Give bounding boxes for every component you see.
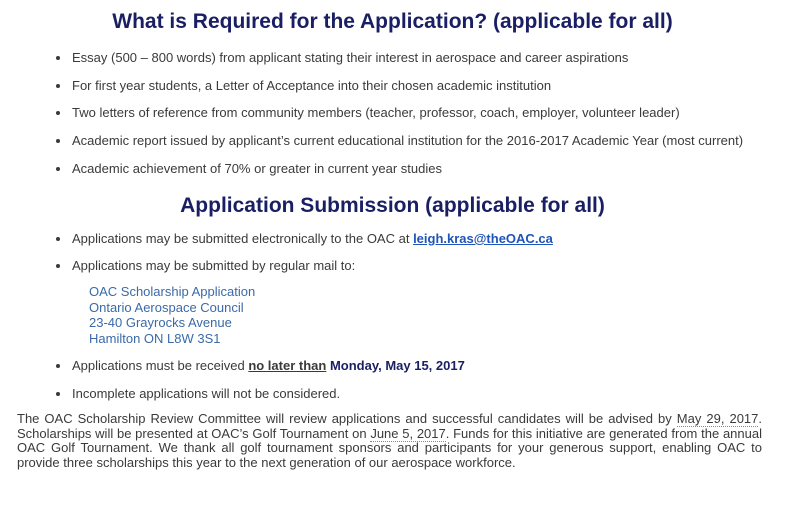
bullet-icon [56, 56, 60, 60]
requirement-references: Two letters of reference from community members (teacher, professor, coach, employer, volunteer leader) [72, 105, 680, 120]
list-item [56, 386, 340, 402]
list-item [56, 78, 551, 94]
list-item [56, 161, 442, 177]
list-item [56, 358, 465, 374]
bullet-icon [56, 264, 60, 268]
email-link[interactable]: leigh.kras@theOAC.ca [413, 231, 553, 246]
requirement-essay: Essay (500 – 800 words) from applicant stating their interest in aerospace and career aspirations [72, 50, 629, 65]
closing-part1: The OAC Scholarship Review Committee will review applications and successful candidates will be advised by [17, 411, 677, 426]
submission-deadline [72, 358, 465, 373]
deadline-prefix: Applications must be received [72, 358, 249, 373]
closing-paragraph [17, 412, 762, 470]
requirement-academic-report: Academic report issued by applicant’s current educational institution for the 2016-2017 Academic Year (most current) [72, 133, 744, 148]
list-item [56, 231, 553, 247]
bullet-icon [56, 392, 60, 396]
submission-section-title: Application Submission (applicable for all) [180, 194, 605, 217]
deadline-date: Monday, May 15, 2017 [329, 358, 465, 373]
date-presented: June 5, 2017 [370, 425, 446, 441]
bullet-icon [56, 237, 60, 241]
bullet-icon [56, 139, 60, 143]
requirement-academic-achievement: Academic achievement of 70% or greater in current year studies [72, 161, 442, 176]
list-item [56, 50, 628, 66]
closing-part2: . Scholarships will be presented at OAC’s Golf Tournament on [17, 411, 763, 441]
submission-incomplete: Incomplete applications will not be considered. [72, 386, 341, 401]
list-item [56, 258, 355, 274]
address-line-city: Hamilton ON L8W 3S1 [89, 330, 221, 346]
address-line-street: 23-40 Grayrocks Avenue [89, 315, 232, 330]
submission-mail: Applications may be submitted by regular mail to: [72, 258, 356, 273]
deadline-emphasis: no later than [248, 358, 327, 373]
submission-electronic [72, 231, 553, 246]
bullet-icon [56, 167, 60, 171]
bullet-icon [56, 364, 60, 368]
requirement-acceptance-letter: For first year students, a Letter of Acceptance into their chosen academic institution [72, 78, 552, 93]
date-advised: May 29, 2017 [676, 411, 759, 426]
required-section-title: What is Required for the Application? (applicable for all) [112, 10, 673, 33]
bullet-icon [56, 84, 60, 88]
list-item [56, 105, 680, 121]
bullet-icon [56, 111, 60, 115]
list-item [56, 133, 743, 149]
address-line-organization: Ontario Aerospace Council [89, 299, 244, 315]
mailing-address [89, 284, 255, 346]
address-line-recipient: OAC Scholarship Application [89, 284, 256, 299]
submission-electronic-text: Applications may be submitted electronically to the OAC at [72, 231, 414, 246]
closing-part3: . Funds for this initiative are generated from the annual OAC Golf Tournament. We thank all golf tournament sponsors and participants for your generous support, enabling OAC to provide three scholarships this year to the next generation of our aerospace workforce. [17, 425, 762, 470]
